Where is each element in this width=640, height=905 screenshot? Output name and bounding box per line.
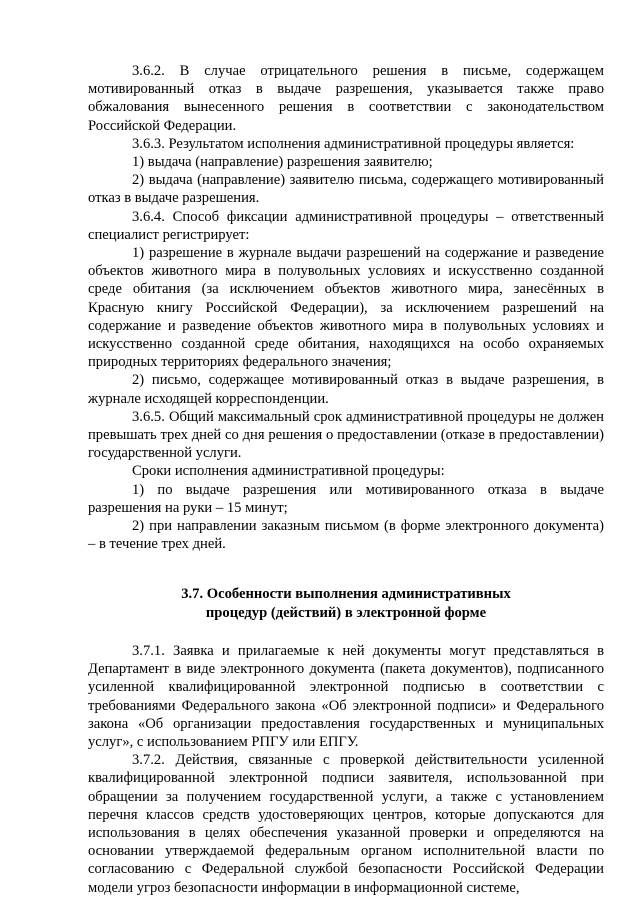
section-heading-line-1: 3.7. Особенности выполнения административных bbox=[181, 586, 511, 603]
paragraph-3-6-4: 3.6.4. Способ фиксации административной процедуры – ответственный специалист регистрирует: bbox=[88, 208, 604, 243]
paragraph-3-7-2: 3.7.2. Действия, связанные с проверкой действительности усиленной квалифицированной электронной подписи заявителя, использованной при обращении за получением государственной услуги, а также с установлением перечня классов средств удостоверяющих центров, которые допускаются для использования в целях обеспечения указанной проверки и определяются на основании утверждаемой федеральным органом исполнительной власти по согласованию с Федеральной службой безопасности Российской Федерации модели угроз безопасности информации в информационной системе, bbox=[88, 752, 604, 896]
list-item-deadline-2: 2) при направлении заказным письмом (в форме электронного документа) – в течение трех дней. bbox=[88, 518, 604, 553]
list-item-deadline-1: 1) по выдаче разрешения или мотивированного отказа в выдаче разрешения на руки – 15 минут; bbox=[88, 481, 604, 516]
list-item-register-1: 1) разрешение в журнале выдачи разрешений на содержание и разведение объектов животного мира в полувольных условиях и искусственно созданной среде обитания (за исключением объектов животного мира, занесённых в Красную книгу Российской Федерации), за исключением разрешений на содержание и разведение объектов животного мира в полувольных условиях и искусственно созданной среде обитания, находящихся на особо охраняемых природных территориях федерального значения; bbox=[88, 245, 604, 371]
paragraph-3-7-1: 3.7.1. Заявка и прилагаемые к ней документы могут представляться в Департамент в виде электронного документа (пакета документов), подписанного усиленной квалифицированной электронной подписью в соответствии с требованиями Федерального закона «Об электронной подписи» и Федерального закона «Об организации предоставления государственных и муниципальных услуг», с использованием РПГУ или ЕПГУ. bbox=[88, 642, 604, 750]
paragraph-3-6-2: 3.6.2. В случае отрицательного решения в письме, содержащем мотивированный отказ в выдаче разрешения, указывается также право обжалования вынесенного решения в соответствии с законодательством Российской Федерации. bbox=[88, 63, 604, 134]
paragraph-3-6-5: 3.6.5. Общий максимальный срок административной процедуры не должен превышать трех дней со дня решения о предоставлении (отказе в предоставлении) государственной услуги. bbox=[88, 408, 604, 462]
list-item-result-2: 2) выдача (направление) заявителю письма, содержащего мотивированный отказ в выдаче разрешения. bbox=[88, 172, 604, 207]
paragraph-3-6-3: 3.6.3. Результатом исполнения административной процедуры является: bbox=[132, 135, 575, 152]
list-item-register-2: 2) письмо, содержащее мотивированный отказ в выдаче разрешения, в журнале исходящей корреспонденции. bbox=[88, 372, 604, 407]
section-heading-3-7 bbox=[88, 585, 604, 621]
section-heading-line-2: процедур (действий) в электронной форме bbox=[205, 604, 487, 621]
list-item-result-1: 1) выдача (направление) разрешения заявителю; bbox=[132, 154, 433, 171]
paragraph-deadlines: Сроки исполнения административной процедуры: bbox=[132, 463, 445, 480]
